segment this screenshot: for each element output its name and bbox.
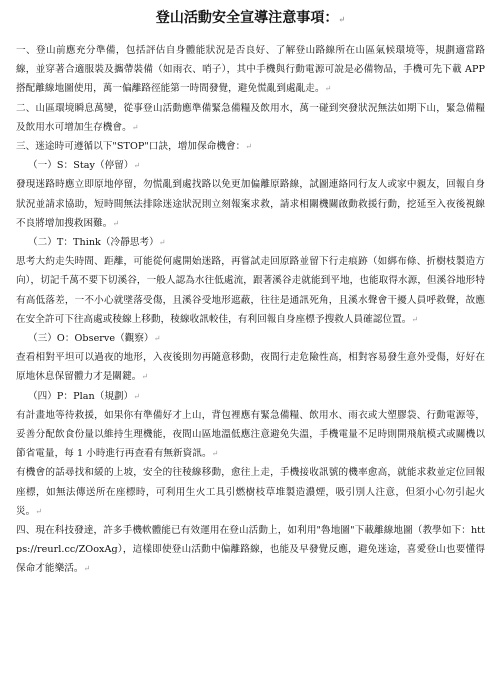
paragraph-mark-icon: ↵ <box>112 218 120 228</box>
paragraph-text: （一）S：Stay（停留） <box>28 160 134 172</box>
paragraph-text: 思考大約走失時間、距離，可能從何處開始迷路，再嘗試走回原路並留下行走痕跡（如綁布條、折樹枝製造方向），切記千萬不要下切溪谷，一般人認為水往低處流，跟著溪谷走就能到平地，也能取得水源，但溪谷地形特有高低落差，一不小心就墜落受傷，且溪谷受地形遮蔽，往往是通訊死角，且溪水聲會干擾人員呼救聲，故應在安全許可下往高處或稜線上移動，稜線收訊較佳，有利回報自身座標予搜救人員確認位置。 <box>16 256 485 325</box>
section-heading <box>16 233 485 252</box>
document-body <box>16 41 485 579</box>
paragraph-mark-icon: ↵ <box>153 334 161 344</box>
paragraph-mark-icon: ↵ <box>211 449 219 459</box>
paragraph-mark-icon: ↵ <box>338 14 346 24</box>
paragraph-mark-icon: ↵ <box>133 161 141 171</box>
body-paragraph <box>16 463 485 521</box>
paragraph-text: 有計畫地等待救援，如果你有準備好才上山，背包裡應有緊急備糧、飲用水、雨衣或大塑膠袋、行動電源等，妥善分配飲食份量以維持生理機能，夜間山區地溫低應注意避免失溫，手機電量不足時則開飛航模式或關機以節省電量，每 1 小時進行再查看有無新資訊。 <box>16 409 485 460</box>
paragraph-text: 二、山區環境瞬息萬變，從事登山活動應準備緊急備糧及飲用水，萬一碰到突發狀況無法如期下山，緊急備糧及飲用水可增加生存機會。 <box>16 102 485 133</box>
body-paragraph <box>16 521 485 579</box>
paragraph-text: 有機會的話尋找和緩的上坡，安全的往稜線移動，愈往上走，手機接收訊號的機率愈高，就能求救並定位回報座標，如無法傳送所在座標時，可利用生火工具引燃樹枝草堆製造濃煙，吸引別人注意，但須小心勿引起火災。 <box>16 467 485 517</box>
paragraph-mark-icon: ↵ <box>245 142 253 152</box>
paragraph-mark-icon: ↵ <box>158 238 166 248</box>
paragraph-mark-icon: ↵ <box>324 84 332 94</box>
paragraph-mark-icon: ↵ <box>35 506 43 516</box>
body-paragraph <box>16 406 485 464</box>
body-paragraph <box>16 348 485 386</box>
section-heading <box>16 156 485 175</box>
paragraph-text: 三、迷途時可遵循以下"STOP"口訣，增加保命機會： <box>16 141 246 153</box>
paragraph-text: 查看相對平坦可以過夜的地形，入夜後則勿再隨意移動，夜間行走危險性高，相對容易發生意外受傷，好好在原地休息保留體力才是關鍵。 <box>16 352 485 383</box>
body-paragraph <box>16 41 485 99</box>
body-paragraph <box>16 252 485 329</box>
section-heading <box>16 329 485 348</box>
paragraph-mark-icon: ↵ <box>411 314 419 324</box>
paragraph-text: 四、現在科技發達，許多手機軟體能已有效運用在登山活動上，如利用"魯地圖"下載離線地圖（教學如下：https://reurl.cc/ZOoxAg），這樣即使登山活動中偏離路線，也能及早發覺反應，避免迷途，喜愛登山也要懂得保命才能樂活。 <box>16 525 485 575</box>
paragraph-mark-icon: ↵ <box>133 391 141 401</box>
section-heading <box>16 387 485 406</box>
body-paragraph <box>16 99 485 137</box>
paragraph-text: 一、登山前應充分準備，包括評估自身體能狀況是否良好、了解登山路線所在山區氣候環境等，規劃適當路線，並穿著合適服裝及攜帶裝備（如雨衣、哨子），其中手機與行動電源可說是必備物品，手機可先下載 APP 搭配離線地圖使用，萬一偏離路徑能第一時間發覺，避免慌亂到處亂走。 <box>16 45 485 95</box>
paragraph-mark-icon: ↵ <box>83 564 91 574</box>
body-paragraph <box>16 175 485 233</box>
document-title: 登山活動安全宣導注意事項：↵ <box>155 10 346 26</box>
paragraph-text: （四）P：Plan（規劃） <box>28 390 134 402</box>
paragraph-mark-icon: ↵ <box>141 372 149 382</box>
paragraph-mark-icon: ↵ <box>131 122 139 132</box>
paragraph-text: 發現迷路時應立即原地停留，勿慌亂到處找路以免更加偏離原路線，試圖連絡同行友人或家中親友，回報自身狀況並請求協助，短時間無法排除迷途狀況則立刻報案求救，請求相關機關啟動救援行動，挖延至入夜後視線不良將增加搜救困難。 <box>16 179 485 229</box>
paragraph-text: （三）O：Observe（觀察） <box>28 333 154 345</box>
body-paragraph <box>16 137 485 156</box>
paragraph-text: （二）T：Think（冷靜思考） <box>28 237 159 249</box>
